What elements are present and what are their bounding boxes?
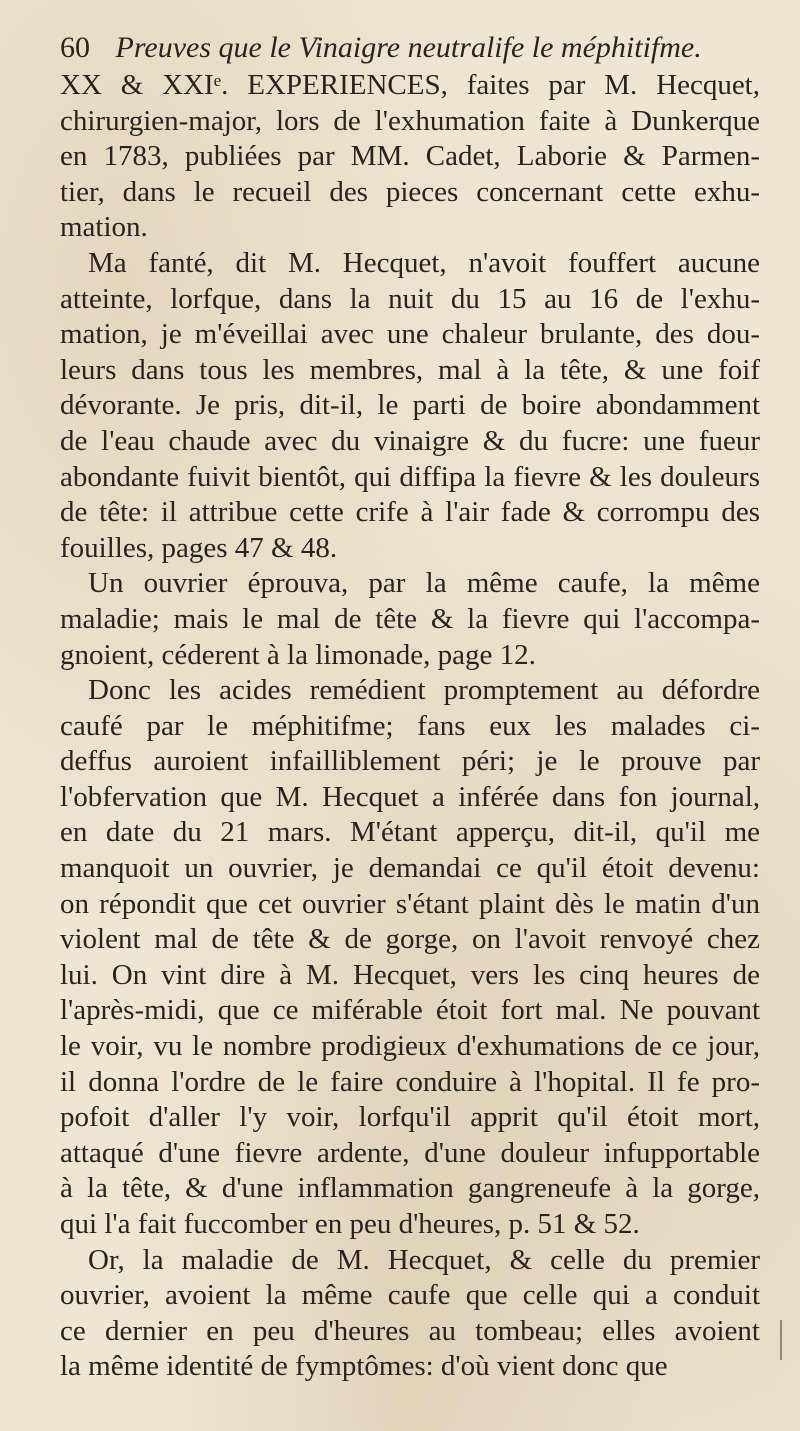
text-line: attaqué d'une fievre ardente, d'une douleur infupportable [60, 1136, 760, 1169]
text-line: à la tête, & d'une inflammation gangreneufe à la gorge, [60, 1172, 760, 1205]
text-line: de tête: il attribue cette crife à l'air fade & corrompu des [60, 496, 760, 529]
running-header [60, 28, 760, 68]
text-line: violent mal de tête & de gorge, on l'avoit renvoyé chez [60, 923, 760, 956]
text-line: caufé par le méphitifme; fans eux les malades ci- [60, 709, 760, 742]
paragraph [60, 566, 760, 673]
margin-mark [768, 1320, 782, 1360]
text-line: leurs dans tous les membres, mal à la tête, & une foif [60, 353, 760, 386]
paragraph [60, 246, 760, 566]
text-line: Donc les acides remédient promptement au défordre [88, 674, 760, 707]
text-line: maladie; mais le mal de tête & la fievre qui l'accompa- [60, 602, 760, 635]
text-line: chirurgien-major, lors de l'exhumation faite à Dunkerque [60, 104, 760, 137]
text-line: pofoit d'aller l'y voir, lorfqu'il apprit qu'il étoit mort, [60, 1101, 760, 1134]
text-line: lui. On vint dire à M. Hecquet, vers les cinq heures de [60, 958, 760, 991]
text-line: ouvrier, avoient la même caufe que celle qui a conduit [60, 1279, 760, 1312]
text-line: manquoit un ouvrier, je demandai ce qu'il étoit devenu: [60, 852, 760, 885]
text-line: fouilles, pages 47 & 48. [60, 531, 338, 564]
text-line: mation. [60, 211, 148, 244]
text-line: dévorante. Je pris, dit-il, le parti de boire abondamment [60, 389, 760, 422]
text-line: en date du 21 mars. M'étant apperçu, dit-il, qu'il me [60, 816, 760, 849]
text-line: atteinte, lorfque, dans la nuit du 15 au 16 de l'exhu- [60, 282, 760, 315]
text-line: l'après-midi, que ce miférable étoit fort mal. Ne pouvant [60, 994, 760, 1027]
text-line: Or, la maladie de M. Hecquet, & celle du premier [88, 1243, 760, 1276]
body-text [60, 68, 760, 1385]
text-line: on répondit que cet ouvrier s'étant plaint dès le matin d'un [60, 887, 760, 920]
text-line: il donna l'ordre de le faire conduire à l'hopital. Il fe pro- [60, 1065, 760, 1098]
book-page [60, 28, 760, 1385]
text-line: tier, dans le recueil des pieces concernant cette exhu- [60, 175, 760, 208]
running-title: Preuves que le Vinaigre neutralife le méphitifme. [115, 31, 702, 64]
text-line: Un ouvrier éprouva, par la même caufe, la même [88, 567, 760, 600]
text-line: de l'eau chaude avec du vinaigre & du fucre: une fueur [60, 424, 760, 457]
text-line: mation, je m'éveillai avec une chaleur brulante, des dou- [60, 318, 760, 351]
text-line: gnoient, céderent à la limonade, page 12. [60, 638, 536, 671]
paragraph [60, 1243, 760, 1385]
page-number: 60 [60, 31, 90, 64]
text-line: le voir, vu le nombre prodigieux d'exhumations de ce jour, [60, 1030, 760, 1063]
text-line: en 1783, publiées par MM. Cadet, Laborie & Parmen- [60, 140, 760, 173]
text-line: deffus auroient infailliblement péri; je le prouve par [60, 745, 760, 778]
text-line: Ma fanté, dit M. Hecquet, n'avoit fouffert aucune [88, 246, 760, 279]
text-line: ce dernier en peu d'heures au tombeau; elles avoient [60, 1314, 760, 1347]
text-line: abondante fuivit bientôt, qui diffipa la fievre & les douleurs [60, 460, 760, 493]
text-line: la même identité de fymptômes: d'où vient donc que [60, 1350, 668, 1383]
text-line: qui l'a fait fuccomber en peu d'heures, p. 51 & 52. [60, 1208, 640, 1240]
paragraph [60, 673, 760, 1243]
paragraph [60, 68, 760, 246]
text-line: XX & XXIᵉ. EXPERIENCES, faites par M. Hecquet, [60, 69, 760, 101]
text-line: l'obfervation que M. Hecquet a inférée dans fon journal, [60, 780, 760, 813]
